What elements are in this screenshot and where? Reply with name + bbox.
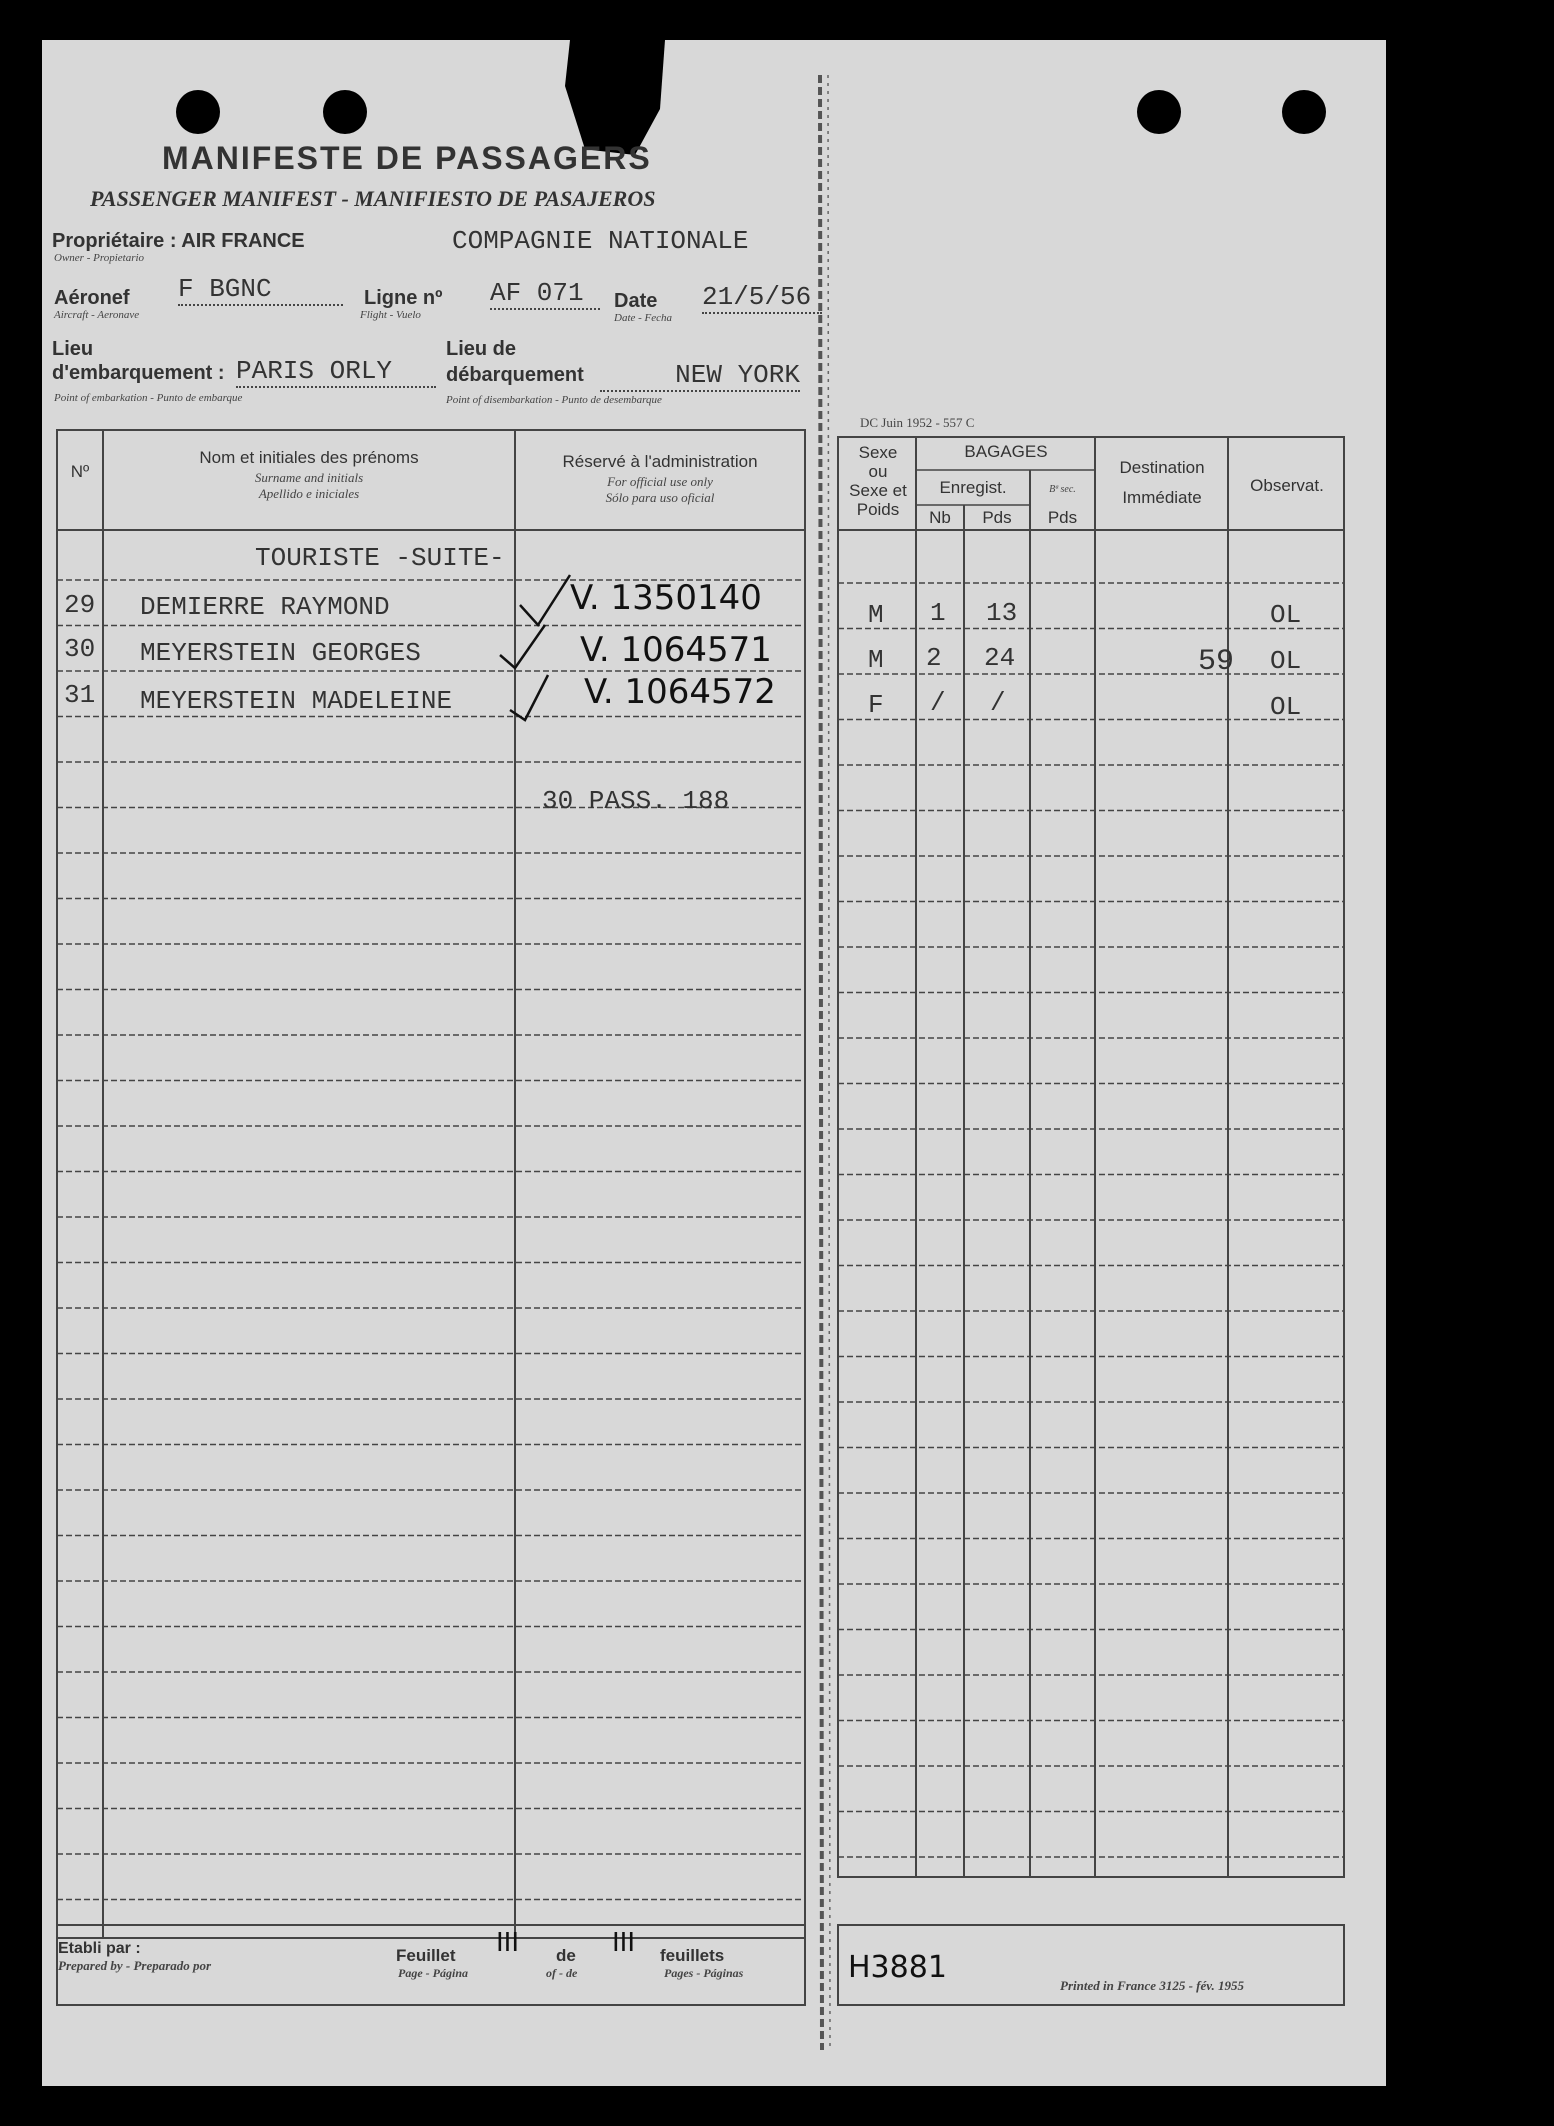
col-admin-sub2: Sólo para uso oficial	[605, 490, 715, 505]
col-observ: Observat.	[1250, 476, 1324, 495]
disembark-sub: Point of disembarkation - Punto de desembarque	[446, 394, 662, 406]
passenger-observ: OL	[1270, 646, 1302, 676]
col-bagages: BAGAGES	[964, 442, 1048, 461]
col-dest-2: Immédiate	[1122, 488, 1202, 507]
feuillet-value: III	[496, 1928, 520, 1958]
passenger-admin: V. 1064571	[580, 630, 772, 670]
printed-note: Printed in France 3125 - fév. 1955	[1060, 1978, 1245, 1993]
passenger-bag-nb: /	[930, 688, 946, 718]
disembark-value: NEW YORK	[600, 360, 800, 392]
col-bag-pds: Pds	[1047, 508, 1078, 527]
col-bag-sub: Bª sec.	[1049, 484, 1076, 495]
passenger-sex: M	[868, 645, 884, 675]
manifest-subtitle: PASSENGER MANIFEST - MANIFIESTO DE PASAJEROS	[90, 186, 656, 211]
de-label: de	[556, 1946, 576, 1965]
col-admin: Réservé à l'administration	[562, 452, 758, 471]
col-sex-2: ou	[868, 462, 888, 481]
aircraft-sub: Aircraft - Aeronave	[54, 309, 140, 321]
feuillets-label: feuillets	[660, 1946, 725, 1965]
embark-label-2: d'embarquement :	[52, 362, 225, 384]
passenger-observ: OL	[1270, 600, 1302, 630]
de-value: III	[612, 1928, 636, 1958]
col-enregist: Enregist.	[939, 478, 1007, 497]
col-name-sub2: Apellido e iniciales	[258, 486, 360, 501]
form-code: DC Juin 1952 - 557 C	[860, 415, 975, 430]
check-mark-icon	[500, 625, 545, 668]
passenger-no: 30	[64, 634, 96, 664]
aircraft-value: F BGNC	[178, 274, 343, 306]
col-no: Nº	[70, 462, 90, 481]
pages-sub-2: Pages - Páginas	[664, 1966, 744, 1980]
passenger-sex: M	[868, 600, 884, 630]
disembark-label-1: Lieu de	[446, 338, 517, 360]
disembark-label-2: débarquement	[446, 364, 584, 386]
check-mark-icon	[520, 575, 570, 625]
date-label: Date	[614, 290, 658, 312]
col-admin-sub1: For official use only	[607, 474, 713, 489]
reference-number: H3881	[848, 1950, 947, 1985]
date-sub: Date - Fecha	[614, 312, 673, 324]
col-name: Nom et initiales des prénoms	[199, 448, 419, 467]
owner-sub: Owner - Propietario	[54, 252, 145, 264]
feuillet-label: Feuillet	[396, 1946, 456, 1965]
etabli-label: Etabli par :	[58, 1940, 141, 1957]
passenger-bag-nb: 1	[930, 598, 946, 628]
col-sex-4: Poids	[856, 500, 900, 519]
passenger-observ: OL	[1270, 692, 1302, 722]
passenger-name: DEMIERRE RAYMOND	[140, 592, 390, 622]
owner-label: Propriétaire : AIR FRANCE	[52, 230, 305, 252]
passenger-admin: V. 1350140	[570, 578, 762, 618]
passenger-bag-nb: 2	[926, 643, 942, 673]
flight-label: Ligne nº	[364, 287, 443, 309]
passenger-dest: 59	[1198, 645, 1235, 679]
passenger-bag-pds: 13	[986, 598, 1018, 628]
passenger-no: 31	[64, 680, 96, 710]
embark-value: PARIS ORLY	[236, 356, 436, 388]
passenger-name: MEYERSTEIN GEORGES	[140, 638, 421, 668]
passenger-admin: V. 1064572	[584, 672, 776, 712]
aircraft-label: Aéronef	[54, 287, 130, 309]
embark-sub: Point of embarkation - Punto de embarque	[54, 392, 243, 404]
passenger-name: MEYERSTEIN MADELEINE	[140, 686, 453, 716]
of-sub: of - de	[546, 1966, 578, 1980]
owner-value: COMPAGNIE NATIONALE	[452, 226, 749, 256]
col-sex-3: Sexe et	[849, 481, 907, 500]
embark-label-1: Lieu	[52, 338, 94, 360]
col-pds: Pds	[982, 508, 1012, 527]
total-note: 30 PASS. 188	[542, 786, 730, 816]
manifest-title: MANIFESTE DE PASSAGERS	[162, 140, 652, 176]
flight-sub: Flight - Vuelo	[360, 309, 421, 321]
etabli-sub: Prepared by - Preparado por	[58, 1958, 212, 1973]
col-dest-1: Destination	[1119, 458, 1205, 477]
passenger-bag-pds: 24	[984, 643, 1016, 673]
col-sex-1: Sexe	[858, 443, 898, 462]
col-name-sub1: Surname and initials	[254, 470, 364, 485]
flight-value: AF 071	[490, 278, 600, 310]
section-note: TOURISTE -SUITE-	[255, 543, 505, 573]
pages-sub: Page - Página	[398, 1966, 468, 1980]
passenger-no: 29	[64, 590, 96, 620]
passenger-bag-pds: /	[990, 688, 1006, 718]
date-value: 21/5/56	[702, 282, 822, 314]
passenger-sex: F	[868, 690, 884, 720]
col-nb: Nb	[929, 508, 951, 527]
